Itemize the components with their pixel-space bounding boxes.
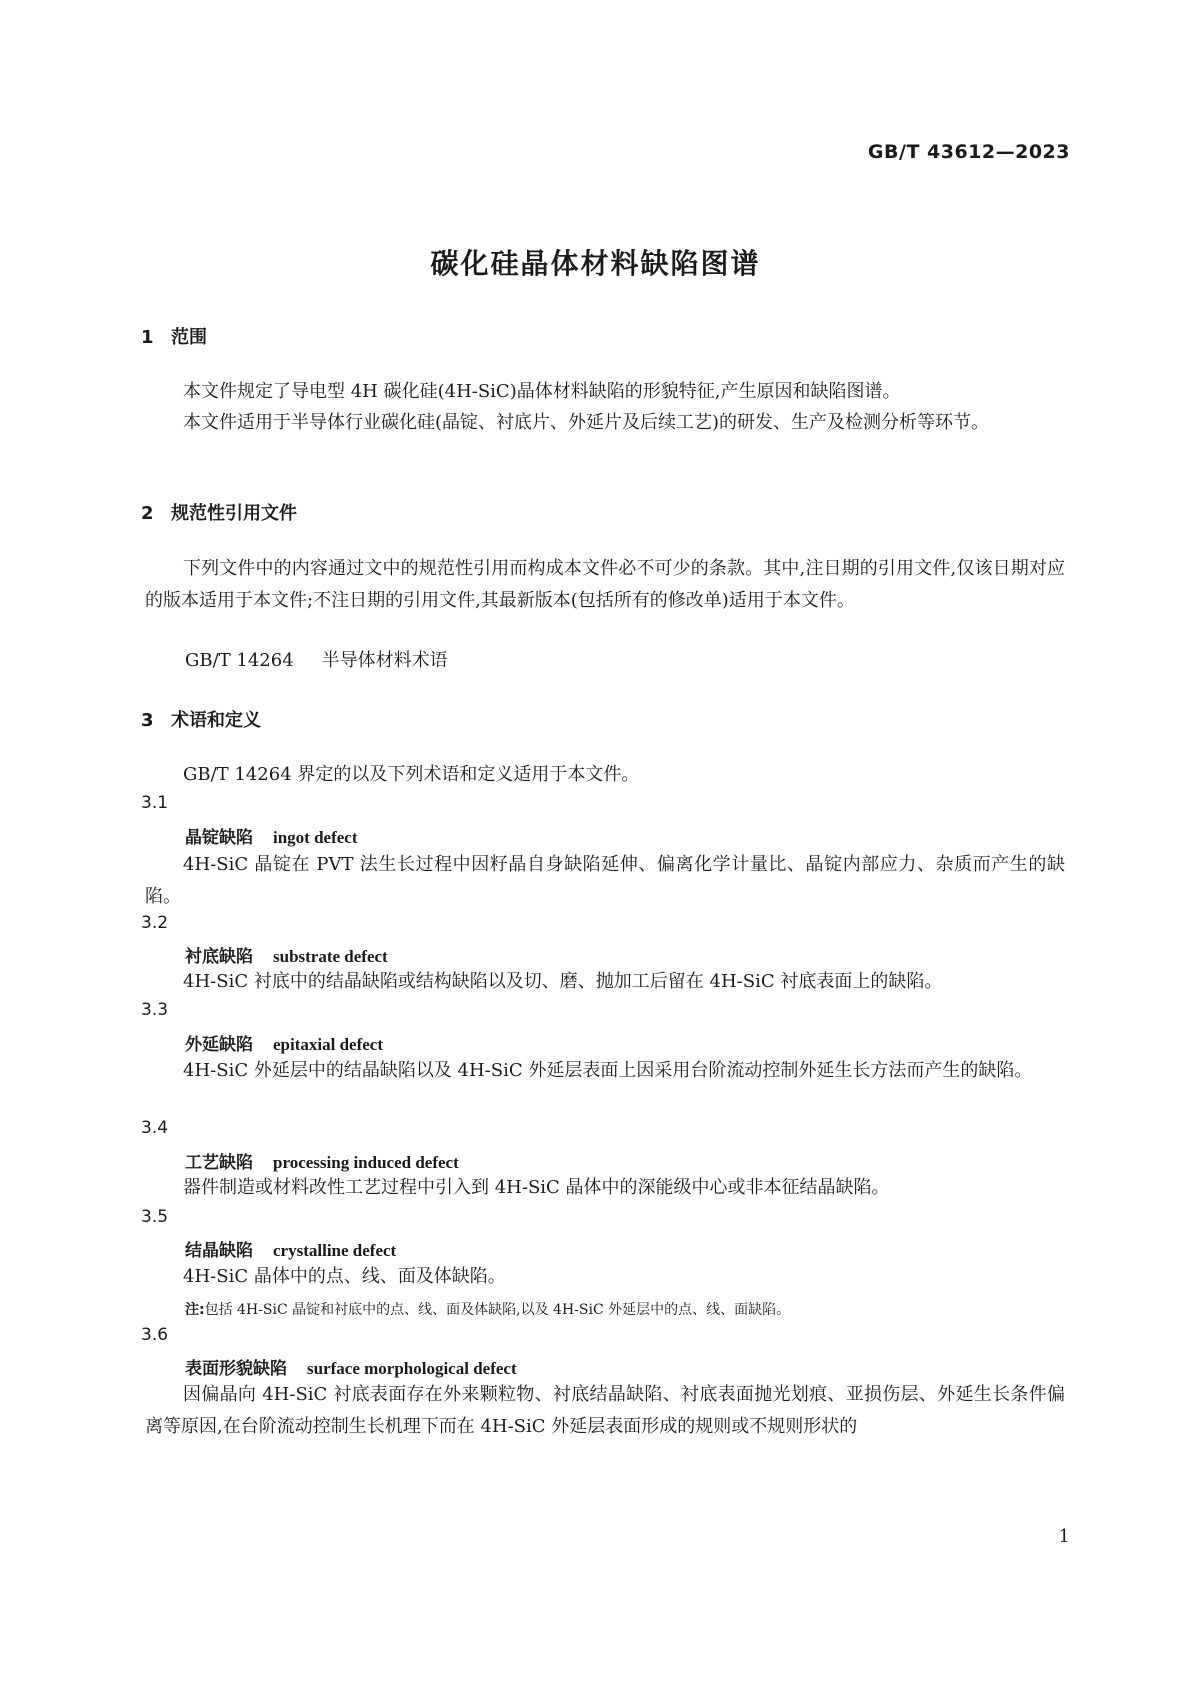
section-title: 规范性引用文件	[171, 503, 297, 524]
term-number: 3.6	[141, 1325, 169, 1345]
normative-reference-item	[185, 646, 448, 672]
term-en: processing induced defect	[273, 1153, 459, 1172]
section-number: 2	[141, 503, 154, 524]
term-heading	[185, 1148, 459, 1173]
reference-code: GB/T 14264	[185, 650, 294, 671]
term-definition: 因偏晶向 4H-SiC 衬底表面存在外来颗粒物、衬底结晶缺陷、衬底表面抛光划痕、亚损伤层、外延生长条件偏离等原因,在台阶流动控制生长机理下而在 4H-SiC 外延层表面形成的规则或不规则形状的	[145, 1384, 1065, 1437]
section-number: 1	[141, 327, 154, 348]
term-definition: 4H-SiC 晶锭在 PVT 法生长过程中因籽晶自身缺陷延伸、偏离化学计量比、晶锭内部应力、杂质而产生的缺陷。	[145, 854, 1065, 907]
normative-references-paragraph: 下列文件中的内容通过文中的规范性引用而构成本文件必不可少的条款。其中,注日期的引用文件,仅该日期对应的版本适用于本文件;不注日期的引用文件,其最新版本(包括所有的修改单)适用于本文件。	[145, 558, 1065, 611]
term-heading	[185, 942, 388, 967]
section-title: 术语和定义	[171, 710, 261, 731]
term-definition: 4H-SiC 晶体中的点、线、面及体缺陷。	[183, 1266, 506, 1287]
term-en: substrate defect	[273, 947, 388, 966]
term-zh: 晶锭缺陷	[185, 828, 253, 848]
scope-paragraph-1: 本文件规定了导电型 4H 碳化硅(4H-SiC)晶体材料缺陷的形貌特征,产生原因和缺陷图谱。	[183, 381, 901, 402]
term-zh: 外延缺陷	[185, 1035, 253, 1055]
term-en: surface morphological defect	[307, 1359, 517, 1378]
term-heading	[185, 1354, 517, 1379]
term-definition: 器件制造或材料改性工艺过程中引入到 4H-SiC 晶体中的深能级中心或非本征结晶缺陷。	[183, 1177, 890, 1198]
section-title: 范围	[171, 327, 207, 348]
term-zh: 结晶缺陷	[185, 1241, 253, 1261]
term-number: 3.5	[141, 1207, 169, 1227]
section-3-heading	[141, 706, 261, 732]
term-zh: 表面形貌缺陷	[185, 1359, 287, 1379]
term-en: epitaxial defect	[273, 1035, 383, 1054]
term-number: 3.2	[141, 913, 169, 933]
page-number: 1	[1058, 1526, 1070, 1547]
note-text: 包括 4H-SiC 晶锭和衬底中的点、线、面及体缺陷,以及 4H-SiC 外延层中的点、线、面缺陷。	[204, 1302, 791, 1318]
term-heading	[185, 1030, 383, 1055]
term-heading	[185, 823, 358, 848]
document-title: 碳化硅晶体材料缺陷图谱	[430, 247, 761, 280]
term-zh: 衬底缺陷	[185, 947, 253, 967]
term-en: crystalline defect	[273, 1241, 397, 1260]
scope-paragraph-2: 本文件适用于半导体行业碳化硅(晶锭、衬底片、外延片及后续工艺)的研发、生产及检测分析等环节。	[183, 412, 990, 433]
term-heading	[185, 1236, 396, 1261]
section-2-heading	[141, 499, 297, 525]
term-number: 3.1	[141, 793, 169, 813]
term-en: ingot defect	[273, 828, 358, 847]
term-note	[185, 1299, 1065, 1319]
terms-intro-paragraph: GB/T 14264 界定的以及下列术语和定义适用于本文件。	[183, 764, 640, 785]
term-definition: 4H-SiC 外延层中的结晶缺陷以及 4H-SiC 外延层表面上因采用台阶流动控制外延生长方法而产生的缺陷。	[183, 1060, 1033, 1081]
section-1-heading	[141, 323, 207, 349]
term-definition: 4H-SiC 衬底中的结晶缺陷或结构缺陷以及切、磨、抛加工后留在 4H-SiC 衬底表面上的缺陷。	[183, 971, 943, 992]
note-label: 注:	[185, 1302, 205, 1318]
section-number: 3	[141, 710, 154, 731]
term-zh: 工艺缺陷	[185, 1153, 253, 1173]
standard-code: GB/T 43612—2023	[867, 141, 1070, 163]
term-number: 3.3	[141, 1000, 169, 1020]
term-number: 3.4	[141, 1118, 169, 1138]
reference-title: 半导体材料术语	[321, 650, 448, 671]
